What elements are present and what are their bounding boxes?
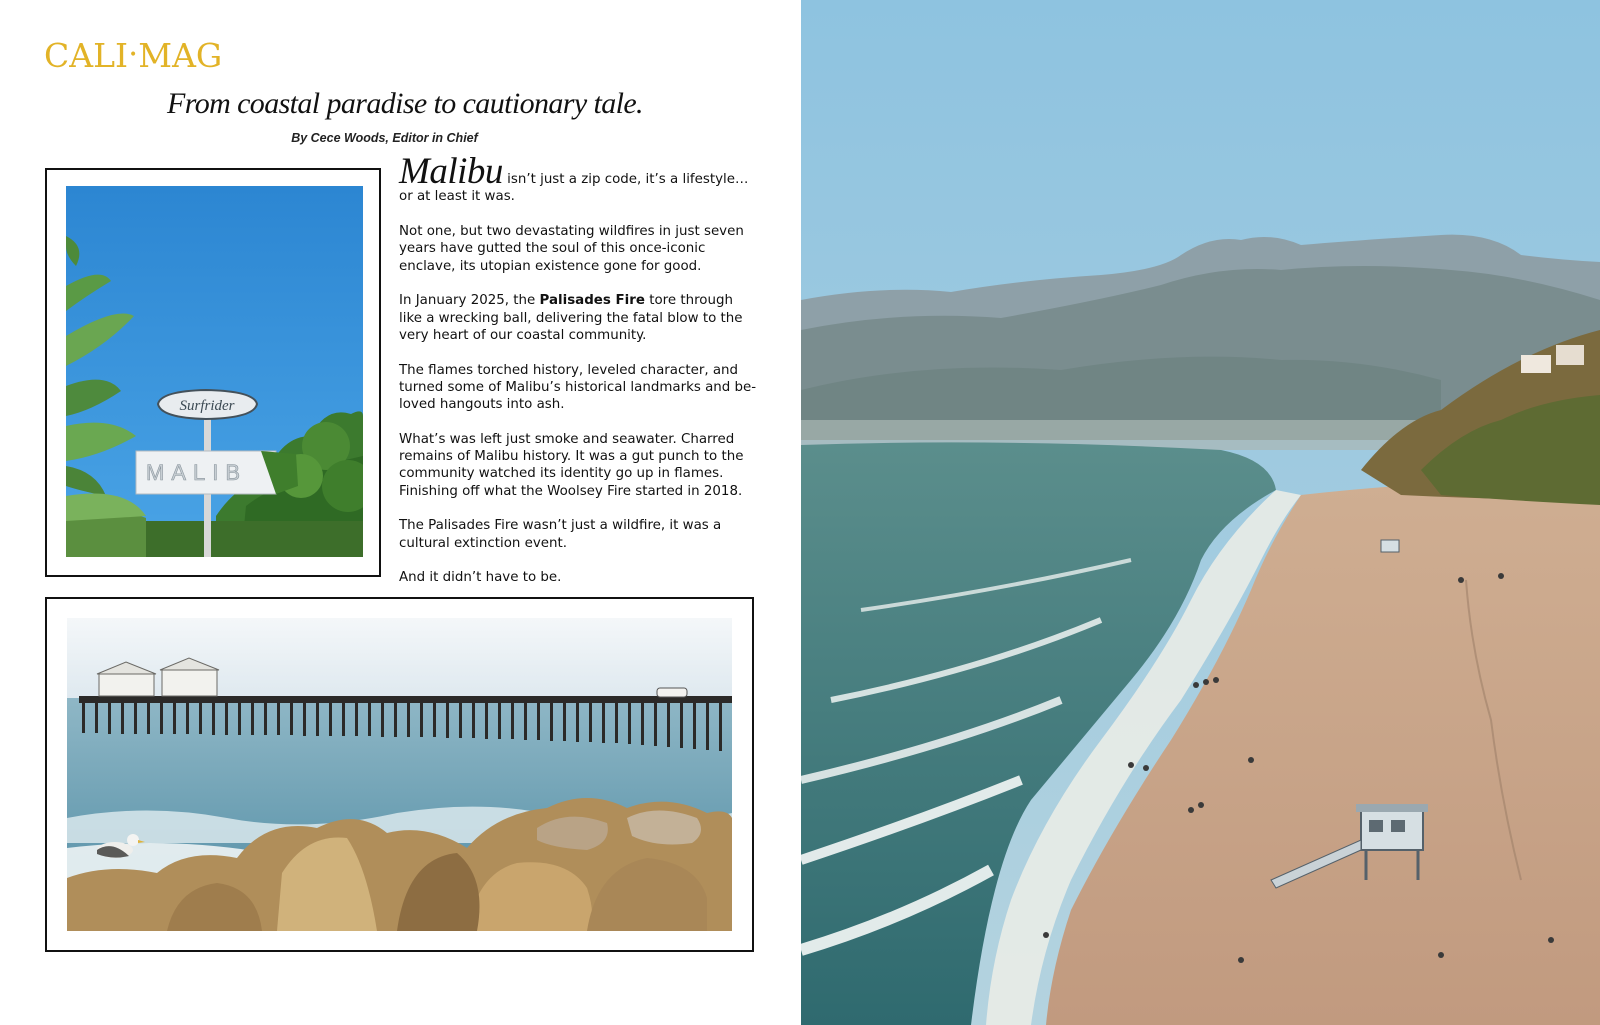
article-lead-paragraph: [399, 151, 759, 206]
right-page-beach-photo: [801, 0, 1600, 1025]
beach-illustration: [801, 0, 1600, 1025]
article-paragraph-3: [399, 292, 759, 344]
photo-frame-surfrider: [45, 168, 381, 577]
magazine-logo[interactable]: [44, 36, 222, 78]
lead-word: Malibu: [399, 151, 503, 192]
article-byline: By Cece Woods, Editor in Chief: [291, 131, 478, 145]
logo-left: CALI: [44, 36, 129, 75]
p3-before: In January 2025, the: [399, 293, 540, 309]
article-headline: From coastal paradise to cautionary tale.: [167, 87, 643, 120]
surfrider-sign-photo: [66, 186, 363, 557]
photo-frame-pier: [45, 597, 754, 952]
malibu-pier-photo: [67, 618, 732, 931]
article-paragraph-6: The Palisades Fire wasn’t just a wildfire, it was a cultural extinction event.: [399, 518, 722, 551]
pier-illustration: [67, 618, 732, 931]
surfrider-sign-illustration: [66, 186, 363, 557]
article-paragraph-2: Not one, but two devastating wildfires in just seven years have gutted the soul of this once-iconic enclave, its utopian existence gone for good.: [399, 223, 744, 274]
sign-bottom-text: MALIB: [146, 460, 248, 485]
p3-bold: Palisades Fire: [539, 293, 645, 309]
article-paragraph-7: And it didn’t have to be.: [399, 570, 562, 586]
sign-top-text: Surfrider: [179, 398, 235, 414]
logo-right: MAG: [138, 36, 223, 75]
article-paragraph-5: What’s was left just smoke and seawater. Charred remains of Malibu history. It was a gut punch to the community watched its identity go up in flames. Finishing off what the Woolsey Fire started in 2018.: [399, 431, 744, 499]
p3-after: tore through like a wrecking ball, delivering the fatal blow to the very heart of our coastal community.: [399, 293, 743, 343]
logo-separator: •: [129, 47, 138, 63]
article-body: [399, 151, 759, 604]
lead-rest: isn’t just a zip code, it’s a lifestyle…or at least it was.: [399, 172, 749, 205]
article-paragraph-4: The flames torched history, leveled character, and turned some of Malibu’s historical landmarks and be-loved hangouts into ash.: [399, 362, 757, 413]
